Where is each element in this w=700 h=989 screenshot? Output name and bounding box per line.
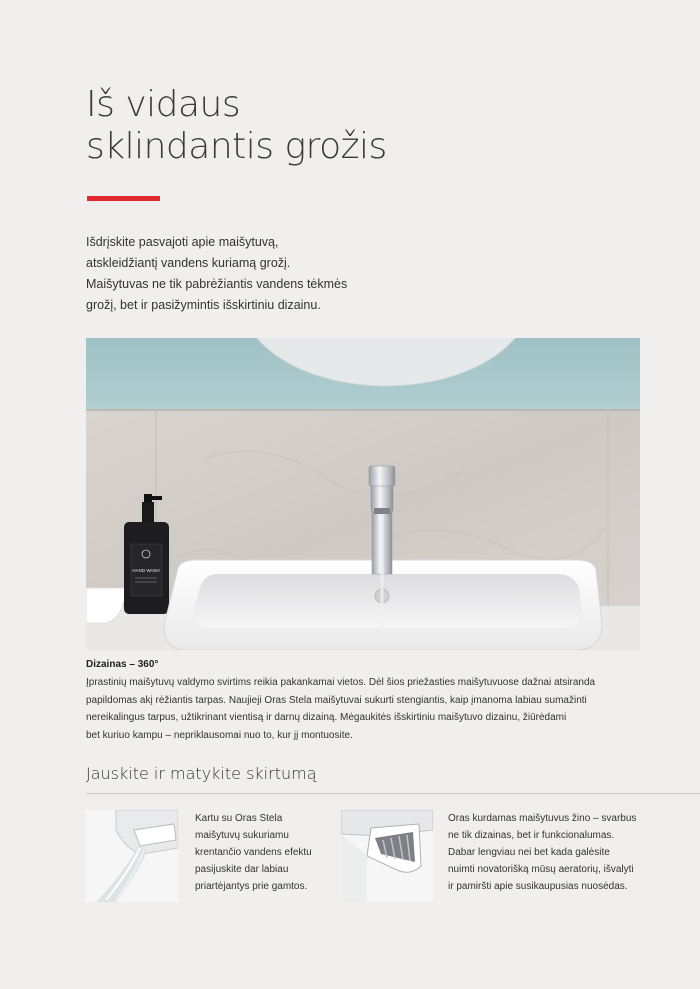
feature-line: maišytuvų sukuriamu [195, 830, 289, 841]
feature-line: Dabar lengviau nei bet kada galėsite [448, 847, 610, 858]
title-line: Iš vidaus [86, 84, 241, 125]
feature-line: ne tik dizainas, bet ir funkcionalumas. [448, 830, 615, 841]
bottle-label: HAND WASH [132, 568, 160, 573]
divider [86, 793, 700, 794]
water-flow-thumbnail-icon [86, 810, 178, 902]
intro-line: Maišytuvas ne tik pabrėžiantis vandens tėkmės [86, 277, 348, 291]
intro-paragraph [86, 232, 386, 316]
feature-line: Oras kurdamas maišytuvus žino – svarbus [448, 813, 637, 824]
design-paragraph [86, 674, 646, 744]
hero-image [86, 338, 640, 650]
intro-line: atskleidžiantį vandens kuriamą grožį. [86, 256, 291, 270]
design-line: nereikalingus tarpus, užtikrinant vientisą ir darnų dizainą. Mėgaukitės išskirtiniu maišytuvo dizainu, žiūrėdami [86, 712, 567, 723]
feature-line: pasijuskite dar labiau [195, 864, 289, 875]
design-heading: Dizainas – 360° [86, 659, 159, 670]
feature-text [448, 810, 636, 895]
feature-line: Kartu su Oras Stela [195, 813, 283, 824]
title-line: sklindantis grožis [86, 126, 387, 167]
aerator-thumbnail-icon [341, 810, 433, 902]
intro-line: grožį, bet ir pasižymintis išskirtiniu dizainu. [86, 298, 321, 312]
feature-text [195, 810, 312, 895]
feature-line: krentančio vandens efektu [195, 847, 312, 858]
page-title [86, 84, 387, 168]
bathroom-scene [86, 338, 640, 650]
section-title: Jauskite ir matykite skirtumą [86, 764, 317, 783]
accent-bar [87, 196, 160, 201]
feature-line: nuimti novatorišką mūsų aeratorių, išvalyti [448, 864, 634, 875]
design-line: Įprastinių maišytuvų valdymo svirtims reikia pakankamai vietos. Dėl šios priežasties maišytuvuose dažnai atsiranda [86, 677, 596, 688]
feature-line: ir pamiršti apie susikaupusias nuosėdas. [448, 881, 628, 892]
intro-line: Išdrįskite pasvajoti apie maišytuvą, [86, 235, 279, 249]
feature-line: priartėjantys prie gamtos. [195, 881, 308, 892]
design-line: papildomas akį rėžiantis tarpas. Naujieji Oras Stela maišytuvai sukurti stengiantis, kaip įmanoma labiau sumažinti [86, 694, 587, 706]
design-line: bet kuriuo kampu – nepriklausomai nuo to, kur jį montuosite. [86, 729, 353, 741]
